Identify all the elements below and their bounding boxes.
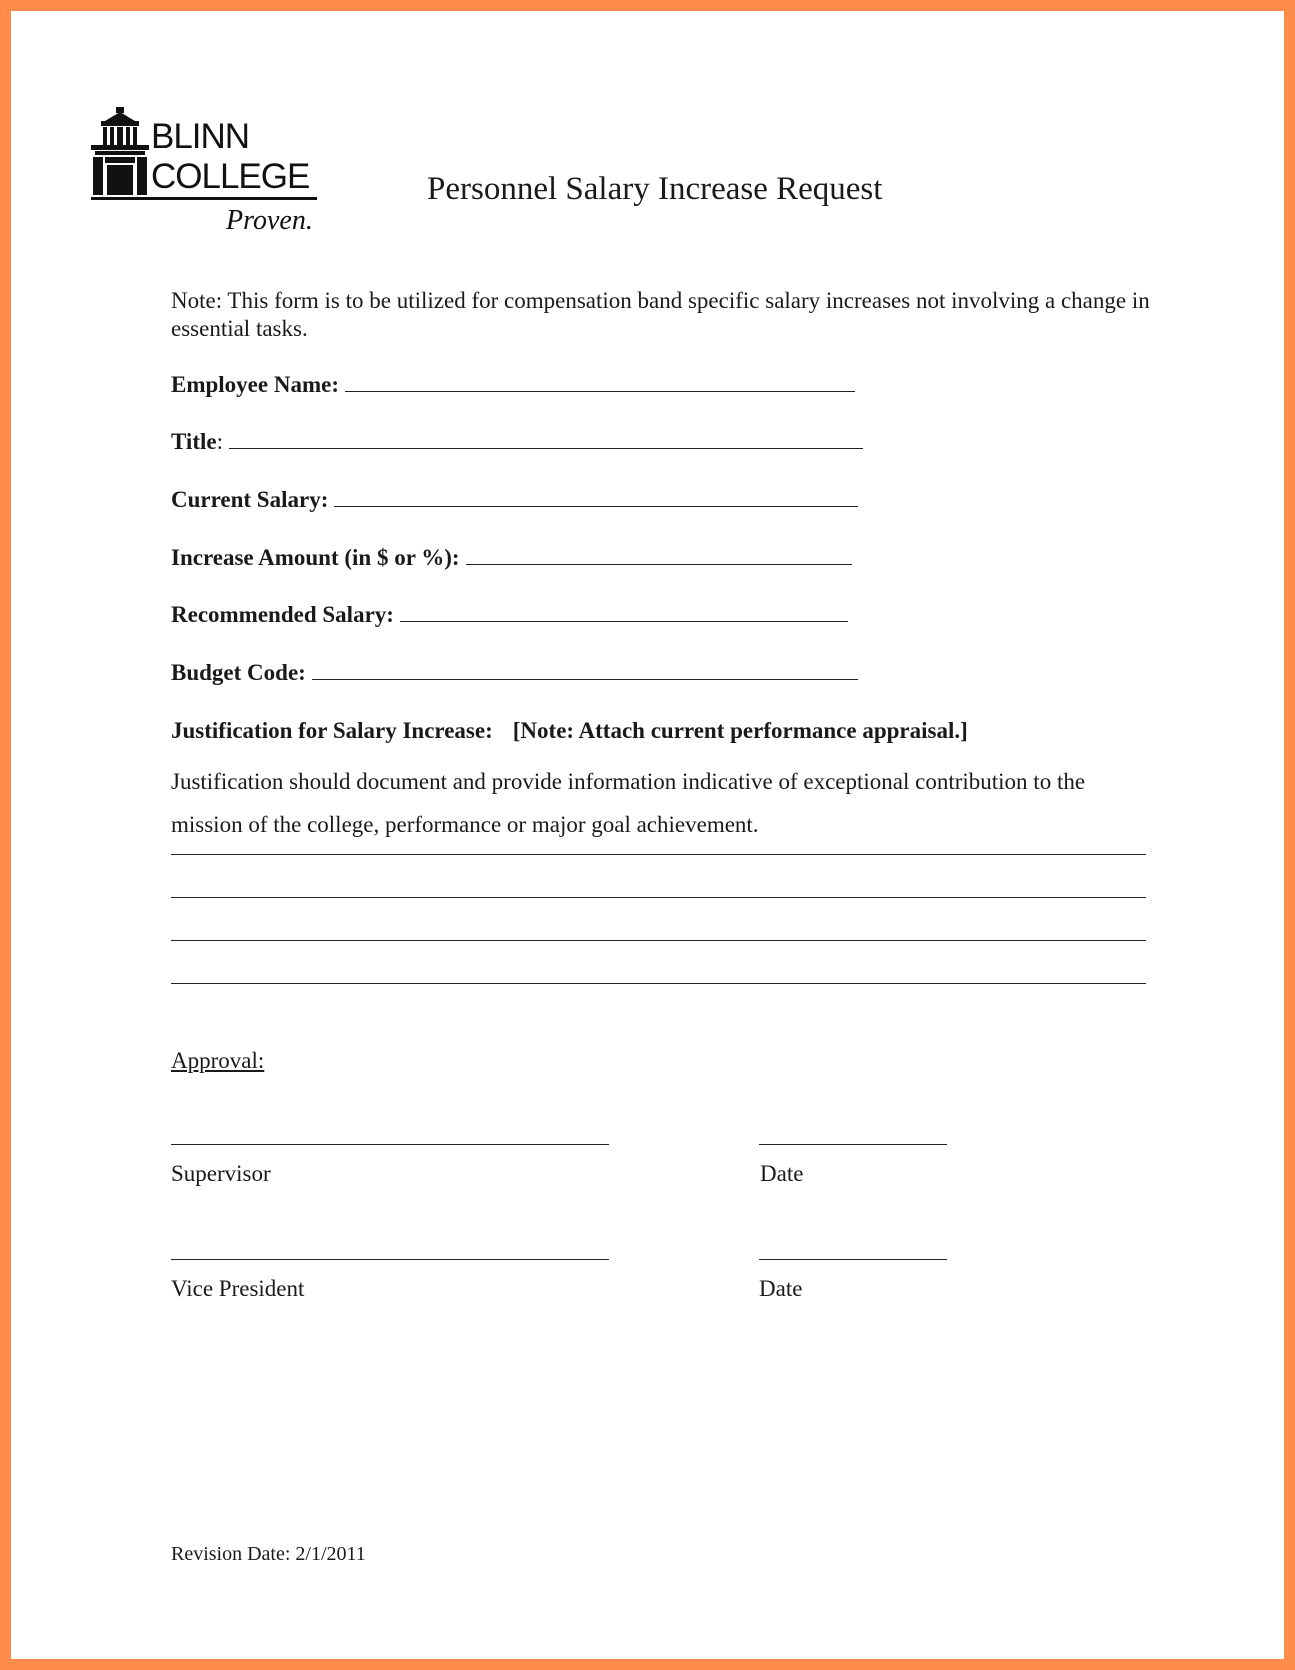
document-title: Personnel Salary Increase Request <box>427 171 883 207</box>
logo-line-college: COLLEGE <box>151 157 310 196</box>
approval-heading: Approval: <box>171 1048 265 1073</box>
supervisor-signature-line[interactable] <box>171 1144 609 1145</box>
justification-line-4[interactable] <box>171 983 1146 984</box>
recommended-salary-blank[interactable] <box>400 601 848 622</box>
blinn-college-logo <box>91 107 321 239</box>
increase-amount-field[interactable] <box>171 544 852 571</box>
vice-president-date-line[interactable] <box>759 1259 947 1260</box>
recommended-salary-field[interactable] <box>171 601 848 628</box>
title-field[interactable] <box>171 428 863 455</box>
increase-amount-label: Increase Amount (in $ or %): <box>171 545 460 570</box>
employee-name-blank[interactable] <box>345 371 855 392</box>
current-salary-field[interactable] <box>171 486 858 513</box>
logo-rule <box>91 197 317 200</box>
title-label: Title <box>171 429 217 454</box>
current-salary-label: Current Salary: <box>171 487 329 512</box>
budget-code-field[interactable] <box>171 659 858 686</box>
increase-amount-blank[interactable] <box>466 544 852 565</box>
employee-name-field[interactable] <box>171 371 855 398</box>
supervisor-label: Supervisor <box>171 1161 271 1186</box>
justification-line-2[interactable] <box>171 897 1146 898</box>
vice-president-signature-line[interactable] <box>171 1259 609 1260</box>
justification-heading-note: [Note: Attach current performance appraisal.] <box>512 718 968 743</box>
logo-tagline: Proven. <box>226 205 313 236</box>
logo-line-blinn: BLINN <box>151 117 250 156</box>
form-note: Note: This form is to be utilized for compensation band specific salary increases not involving a change in essential tasks. <box>171 288 1150 341</box>
justification-line-3[interactable] <box>171 940 1146 941</box>
supervisor-date-line[interactable] <box>759 1144 947 1145</box>
recommended-salary-label: Recommended Salary: <box>171 602 394 627</box>
budget-code-blank[interactable] <box>312 659 858 680</box>
justification-instructions: Justification should document and provide information indicative of exceptional contribution to the mission of the college, performance or major goal achievement. <box>171 769 1086 837</box>
vice-president-date-label: Date <box>759 1276 803 1301</box>
vice-president-label: Vice President <box>171 1276 305 1301</box>
college-building-icon <box>91 107 149 195</box>
title-colon: : <box>216 429 223 454</box>
employee-name-label: Employee Name: <box>171 372 339 397</box>
justification-heading-label: Justification for Salary Increase: <box>171 718 493 743</box>
supervisor-date-label: Date <box>760 1161 804 1186</box>
title-blank[interactable] <box>229 428 863 449</box>
budget-code-label: Budget Code: <box>171 660 306 685</box>
revision-date: Revision Date: 2/1/2011 <box>171 1543 366 1565</box>
justification-heading <box>171 718 968 744</box>
justification-line-1[interactable] <box>171 854 1146 855</box>
current-salary-blank[interactable] <box>334 486 858 507</box>
